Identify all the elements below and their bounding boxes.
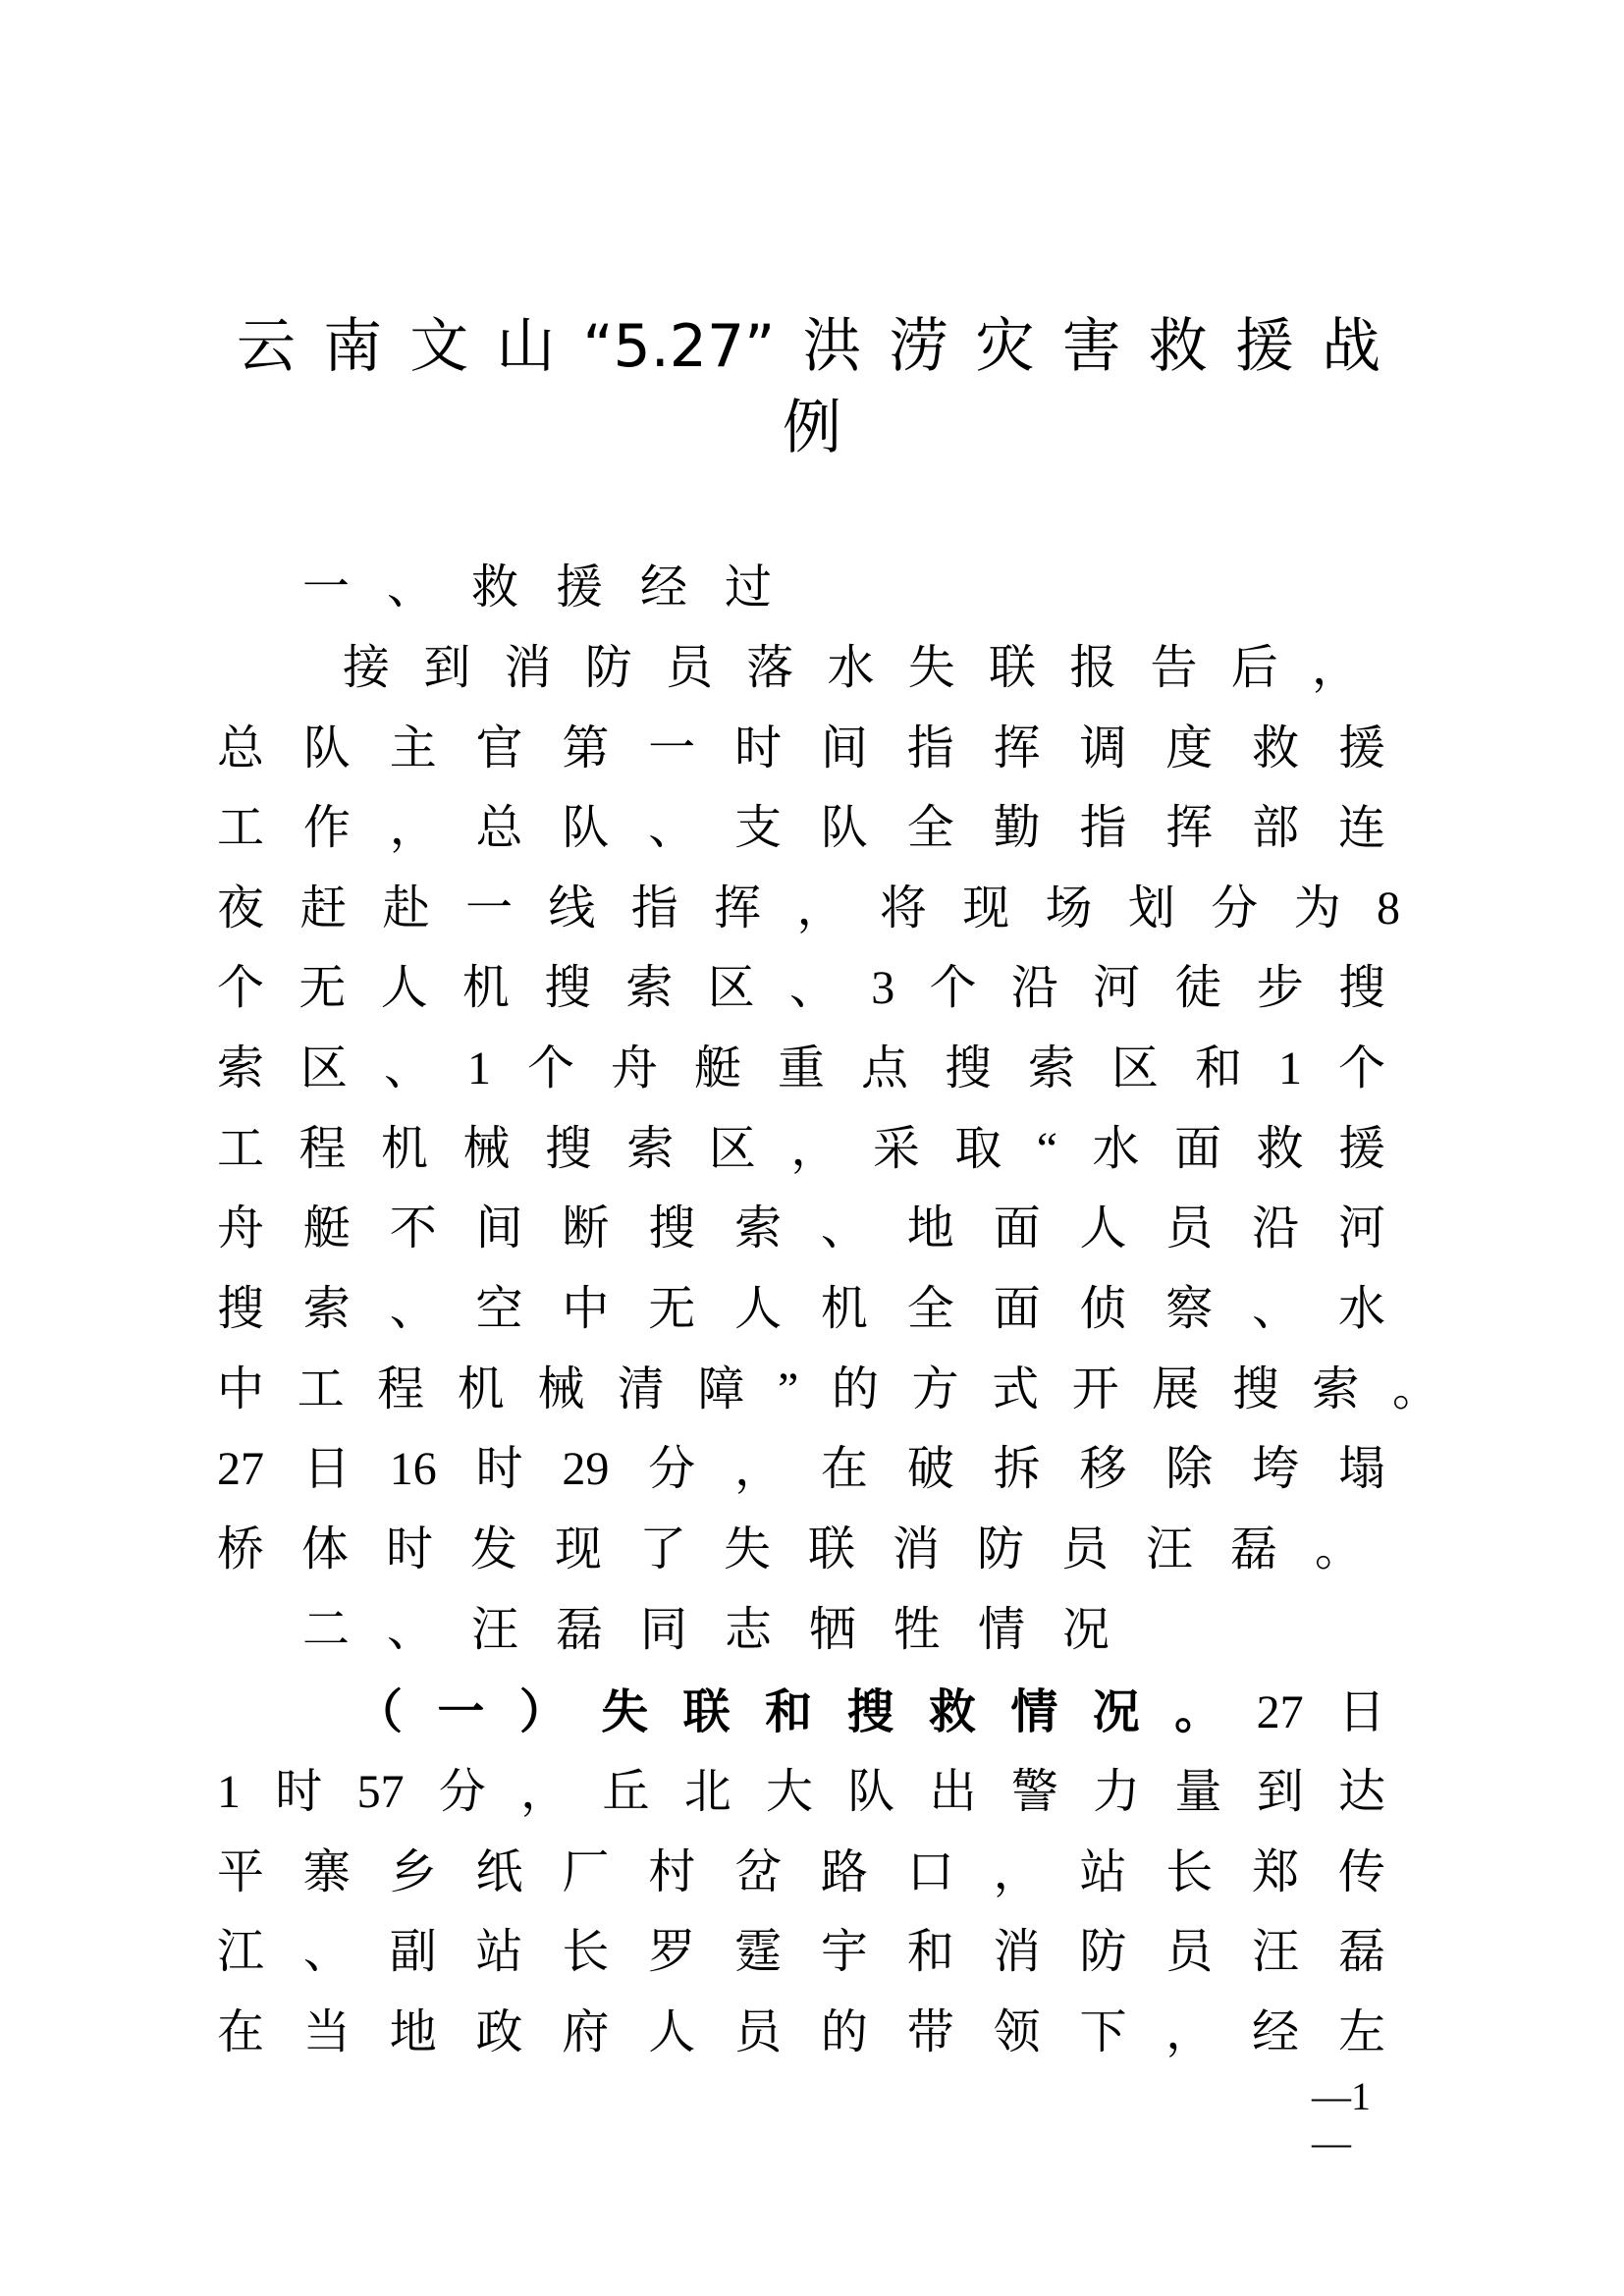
subheading-bold: （一）失联和搜救情况。 bbox=[355, 1684, 1257, 1739]
page-number: —1— bbox=[1312, 2074, 1371, 2164]
paragraph-line: 江、副站长罗霆宇和消防员汪磊 bbox=[217, 1926, 1385, 1978]
paragraph-line: 总队主官第一时间指挥调度救援 bbox=[217, 722, 1385, 774]
paragraph-line: 27日16时29分，在破拆移除垮塌 bbox=[217, 1443, 1385, 1495]
document-title-line-2: 例 bbox=[783, 394, 841, 462]
paragraph-line: 工程机械搜索区，采取“水面救援 bbox=[217, 1123, 1385, 1175]
paragraph-line: 中工程机械清障”的方式开展搜索。 bbox=[217, 1363, 1439, 1415]
paragraph-line: 搜索、空中无人机全面侦察、水 bbox=[217, 1283, 1385, 1335]
paragraph-line: 在当地政府人员的带领下，经左 bbox=[217, 2006, 1385, 2058]
paragraph-line: 夜赶赴一线指挥，将现场划分为8 bbox=[217, 882, 1400, 934]
section-heading-1: 一、救援经过 bbox=[302, 561, 810, 614]
paragraph-line: 索区、1个舟艇重点搜索区和1个 bbox=[217, 1042, 1385, 1095]
subheading-line bbox=[355, 1672, 1385, 1752]
paragraph-line: 1时57分，丘北大队出警力量到达 bbox=[217, 1766, 1385, 1818]
paragraph-line: 桥体时发现了失联消防员汪磊。 bbox=[217, 1523, 1400, 1575]
subheading-rest: 27日 bbox=[1256, 1686, 1385, 1738]
paragraph-line: 平寨乡纸厂村岔路口，站长郑传 bbox=[217, 1846, 1385, 1898]
paragraph-line: 接到消防员落水失联报告后， bbox=[343, 642, 1359, 694]
document-title-line-1: 云南文山“5.27”洪涝灾害救援战 bbox=[237, 312, 1380, 381]
paragraph-line: 舟艇不间断搜索、地面人员沿河 bbox=[217, 1202, 1385, 1255]
section-heading-2: 二、汪磊同志牺牲情况 bbox=[302, 1604, 1148, 1656]
paragraph-line: 个无人机搜索区、3个沿河徒步搜 bbox=[217, 962, 1385, 1014]
paragraph-line: 工作，总队、支队全勤指挥部连 bbox=[217, 802, 1385, 854]
